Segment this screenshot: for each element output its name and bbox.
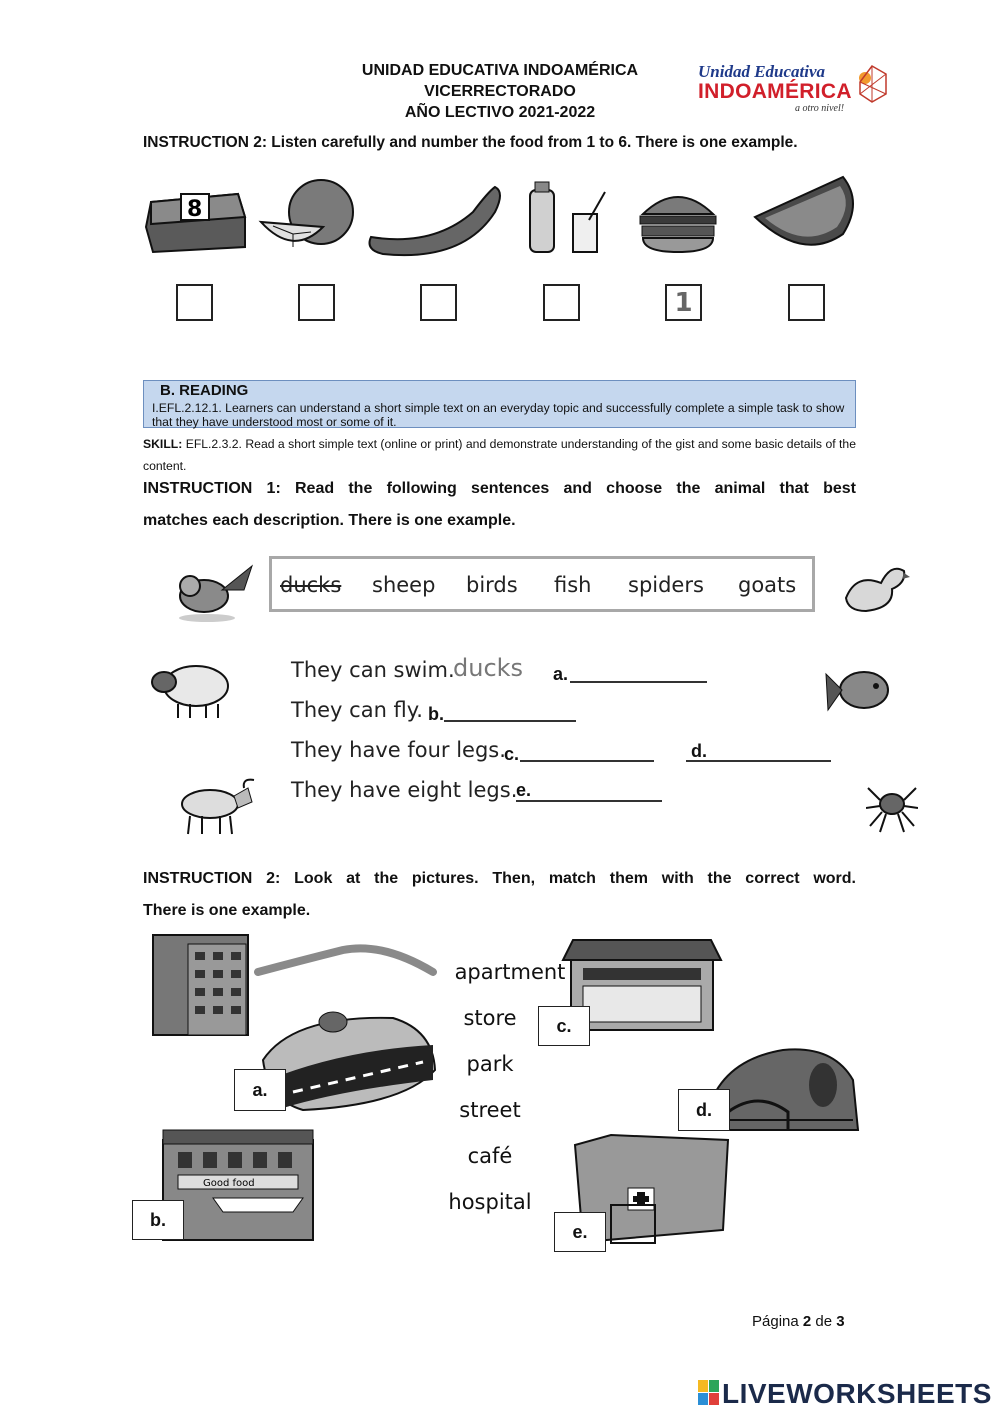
reading-title: B. READING [160,382,249,399]
food-number-box-cake[interactable] [176,284,213,321]
place-word-store: store [463,1006,517,1030]
cafe-icon [163,1130,313,1240]
place-answer-box-a[interactable]: a. [234,1069,286,1111]
word-sheep: sheep [372,573,436,597]
place-answer-box-b[interactable]: b. [132,1200,184,1240]
word-goats: goats [738,573,797,597]
answer-label-e: e. [516,780,532,800]
lemonade-icon [530,182,605,252]
answer-label-a: a. [553,664,569,684]
orange-icon [261,180,353,247]
sentence-fly: They can fly. [291,698,423,722]
places-instruction-line1: INSTRUCTION 2: Look at the pictures. Then, match them with the correct word. [143,870,856,887]
apartment-building-icon [153,935,248,1035]
fish-icon [824,660,894,722]
skill-label: SKILL: [143,437,183,451]
answer-label-b: b. [428,704,444,724]
reading-skill [143,433,856,477]
duck-icon [836,553,911,618]
answer-line-e[interactable] [516,800,662,802]
listening-instruction: INSTRUCTION 2: Listen carefully and number the food from 1 to 6. There is one example. [143,134,798,151]
food-number-box-lemonade[interactable] [543,284,580,321]
logo-cube-icon [856,64,888,110]
place-word-cafe: café [467,1144,513,1168]
sentence-swim-example: ducks [453,654,524,682]
department: VICERRECTORADO [424,83,576,100]
liveworksheets-logo-icon [698,1380,720,1406]
burger-icon [640,197,716,252]
place-answer-box-c[interactable]: c. [538,1006,590,1046]
place-word-park: park [466,1052,514,1076]
liveworksheets-brand[interactable]: LIVEWORKSHEETS [722,1378,992,1409]
school-year: AÑO LECTIVO 2021-2022 [404,104,596,121]
answer-line-d[interactable] [686,760,831,762]
animal-word-box [269,556,815,612]
place-word-street: street [459,1098,521,1122]
goat-icon [172,774,260,840]
logo-text-top: Unidad Educativa [698,62,826,81]
reading-indicator: I.EFL.2.12.1. Learners can understand a short simple text on an everyday topic and successfully complete a simple task to show that they have understood most or some of it. [152,401,845,429]
school-name: UNIDAD EDUCATIVA INDOAMÉRICA [361,62,639,79]
places-instruction-line2: There is one example. [143,902,311,919]
food-pictures [143,172,858,262]
spider-icon [866,780,918,836]
watermelon-icon [755,177,853,245]
place-word-hospital: hospital [448,1190,532,1214]
food-number-box-burger: 1 [665,284,702,321]
word-fish: fish [554,573,592,597]
cafe-sign-text: Good food [203,1178,255,1189]
word-ducks: ducks [280,573,342,597]
sentence-four-legs: They have four legs. [291,738,506,762]
page-number: Página 2 de 3 [752,1313,845,1330]
word-birds: birds [466,573,518,597]
word-spiders: spiders [628,573,704,597]
sentence-eight-legs: They have eight legs. [291,778,518,802]
answer-line-c[interactable] [520,760,654,762]
answer-line-b[interactable] [444,720,576,722]
cake-icon [146,194,245,252]
place-word-apartment: apartment [454,960,566,984]
food-number-box-sausage[interactable] [420,284,457,321]
sheep-icon [146,654,234,722]
answer-label-c: c. [504,744,520,764]
sausage-icon [370,187,501,255]
street-icon [263,1012,435,1110]
logo-text-main: INDOAMÉRICA [698,80,852,103]
food-number-box-watermelon[interactable] [788,284,825,321]
bird-icon [172,560,262,624]
place-answer-box-e[interactable]: e. [554,1212,606,1252]
food-number-box-orange[interactable] [298,284,335,321]
animal-instruction-line2: matches each description. There is one example. [143,512,516,529]
sentence-swim: They can swim. [291,658,455,682]
svg-text:8: 8 [187,197,203,222]
answer-line-a[interactable] [570,681,707,683]
logo-tagline: a otro nivel! [795,103,845,114]
skill-text: EFL.2.3.2. Read a short simple text (online or print) and demonstrate understanding of the gist and some basic details of the content. [143,437,856,473]
place-answer-box-d[interactable]: d. [678,1089,730,1131]
park-icon [708,1049,858,1130]
answer-label-d: d. [691,741,707,761]
example-match-line [258,948,433,972]
animal-instruction-line1: INSTRUCTION 1: Read the following sentences and choose the animal that best [143,480,856,497]
